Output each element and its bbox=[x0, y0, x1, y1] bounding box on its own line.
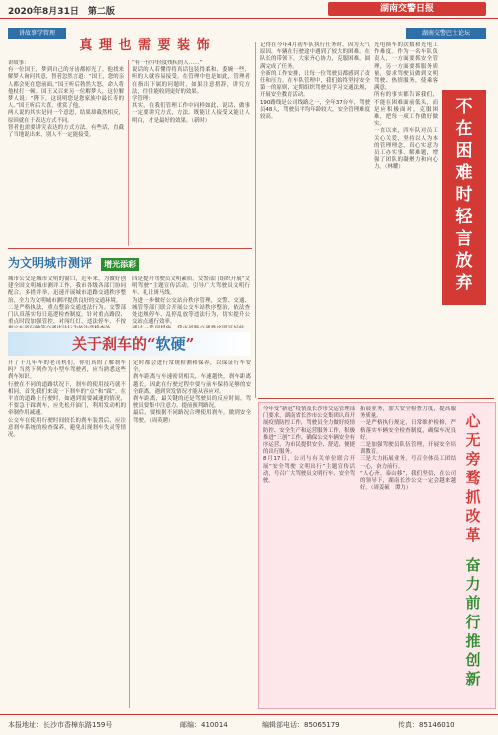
pink-vertical-title-red: 心 无 旁 骛 抓 改 革 bbox=[465, 412, 481, 544]
page-header bbox=[0, 0, 498, 19]
right-article-vertical-title: 不 在 困 难 时 轻 言 放 弃 bbox=[442, 90, 486, 305]
issue-date: 2020年8月31日 第二版 bbox=[8, 7, 115, 17]
footer-phone: 编辑部电话：85065179 bbox=[262, 721, 340, 729]
campaign-header bbox=[8, 252, 252, 272]
footer-address: 本报地址：长沙市香樟东路159号 bbox=[8, 721, 113, 729]
right-article-column-1: 记得在今年4月初车队执行任务时，因为天气原因，车辆在行驶途中遇到了较大的困难。在队长的带领下，大家齐心协力，克服困难，圆满完成了任务。 全新的工作安排，让每一位驾驶员都感到了责任和压力。在车队管理中，我们始终坚持安全第一的原则，定期组织驾驶员学习交通法规，开展安全教育活动。 190路线是公司线路之一，全年37台车，驾驶员48人，驾驶员平均年龄较大，安全管理难度较高。 bbox=[260, 42, 370, 121]
campaign-tag: 增光添彩 bbox=[101, 258, 139, 271]
article-column-2: “有一位中轻度残疾的人……” 说话的人若懂得将真话包装得柔和、委婉一些，听的人就容易接受。在管理中也是如此，管理者在指出下属的问题时，如果注意措辞，讲究方法，往往能收到更好的效果。 学管理： 其实，在我们管理工作中同样如此，说话、做事一定要讲究方式，方法。既能让人接受又能让人明白，才是最好的效果。（新时） bbox=[132, 60, 250, 124]
pink-vertical-title-green: 奋 力 前 行 推 创 新 bbox=[465, 556, 481, 688]
article-column-1: 讲故事： 有一位国王，梦到自己的牙齿都掉光了。他找来解梦人询问其意，智者忽然言道：“国王，您的亲人都会死在您前面。”国王听后勃然大怒，命人将他杖打一顿。国王又召来另一位解梦人，这位解梦人说：“陛下，这说明您是您家族中最长寿的人。”国王听后大喜，重赏了他。 两人说的其实是同一个意思，结果却截然相反，原因就在于表达方式不同。 智者也需要讲究表达的方式方法。有些话，直截了当地说出来，别人不一定能接受。 bbox=[8, 60, 124, 139]
campaign-column-2: 四是提升驾驶员文明素质。交警部门组织开展“文明驾驶”主题宣传活动，引导广大驾驶员文明行车、礼让斑马线。 为进一步做好公交站台秩序管理，交警、交通、城管等部门联合开展公交车站秩序整治，依法查处违规停车、乱停乱放等违法行为，切实提升公交站点通行效率。 bbox=[132, 276, 250, 326]
driver-article-column-1: 开了十几年车的老司机们，你们真的了解刹车吗？当然下列作为小型车驾驶者，应当熟悉这些刹车知识。 行驶在不同的道路状况下，刹车的使用技巧就不相同，首先我们来说一下刹车的“点”和“踩”。在平直的道路上行驶时，如遇到需要减速的情况，不要急于踩刹车，应先松开油门，利用发动机的牵制作用减速。 公交车在使用行驶时间较长的刹车装置后，应注意刹车系统的检查保养，避免出现刹车失灵等情况。 bbox=[8, 360, 126, 439]
driver-article-banner bbox=[8, 332, 250, 356]
right-article-column-2: 光电换车的次数和光电工作难度。作为一名车队负责人，一方面要抓安全管理，另一方面要抓服务质量，要求驾驶员做到文明驾驶、热情服务，使乘客满意。 所有的事实都告诉我们，不能在困难面前低头，而是应积极面对，克服困难，把每一项工作做好做实。 一直以来，四车队对员工关心关爱，坚持以人为本的管理理念，真心实意为员工办实事、解难题，增强了团队的凝聚力和向心力。（林耀） bbox=[374, 42, 438, 171]
driver-article-column-2: 定时都会进行常规检测和保养，以保证行车安全。 刹车距离与车速密切相关，车速越快，刹车距离越长，因此在行驶过程中要与前车保持足够的安全距离，遇到突发情况才能从容应对。 刹车距离，最关键的还是驾驶员的反应时间。驾驶员要集中注意力，提前预判路况。 最后，要根据不同路况合理使用刹车，做到安全驾驶。（周英聘） bbox=[133, 360, 251, 424]
footer-fax: 传真：85146010 bbox=[398, 721, 455, 729]
forum-badge: 湖南交警巴士论坛 bbox=[406, 28, 486, 39]
footer-postcode: 邮编：410014 bbox=[180, 721, 228, 729]
campaign-column-1: 城市公交是城市文明的窗口，近年来，为做好创建全国文明城市测评工作，我市各级各部门协同配合，多措并举，迅速开展城市道路交通秩序整治，全力为文明城市测评提供良好的交通环境。 二是严格执法，重点整治交通违法行为。交警部门认真落实每日巡逻检查制度，针对重点路段、重点时段加强管控，对闯红灯、违法停车、不按 bbox=[8, 276, 126, 326]
article-title: 真 理 也 需 要 装 饰 bbox=[79, 38, 211, 53]
page-footer bbox=[0, 714, 498, 735]
pink-article-column-2: 拓展业务，加大安全检查力度，提高服务质量。 一是严格执行规定，日常维护检修，严格落实车辆安全检查制度，确保车况良好。 二是加强驾驶员队伍管理，开展安全培训教育。 三是大力拓展业务，号召全体员工团结一心，奋力前行。 “人心齐，泰山移”，我们坚信，在公司的领导下，湖南长沙公交一定会越来越好。（周姜硕 谭力） bbox=[360, 406, 456, 492]
pink-article-column-1: 今年受“新冠”疫情及长沙市交运管理部门要求，湖南省长沙市公交集团认真开展疫情防控工作，驾驶员全力做好疫情防控、安全生产和运营服务工作，积极推进“三创”工作，确保公交车辆安全有序运营，为市民提供安全、舒适、便捷的出行服务。 8月17日，公司与有关单位联合开展“安全驾驶 文明出行”主题宣传活动，号召广大驾驶员文明行车、安全驾驶。 bbox=[263, 406, 355, 485]
campaign-heading: 为文明城市测评 bbox=[8, 256, 93, 270]
section-label: 讲故事学管理 bbox=[8, 28, 66, 39]
driver-article-title: 关于刹车的“软硬” bbox=[72, 335, 195, 353]
newspaper-masthead: 湖南交警日报 bbox=[328, 2, 486, 16]
